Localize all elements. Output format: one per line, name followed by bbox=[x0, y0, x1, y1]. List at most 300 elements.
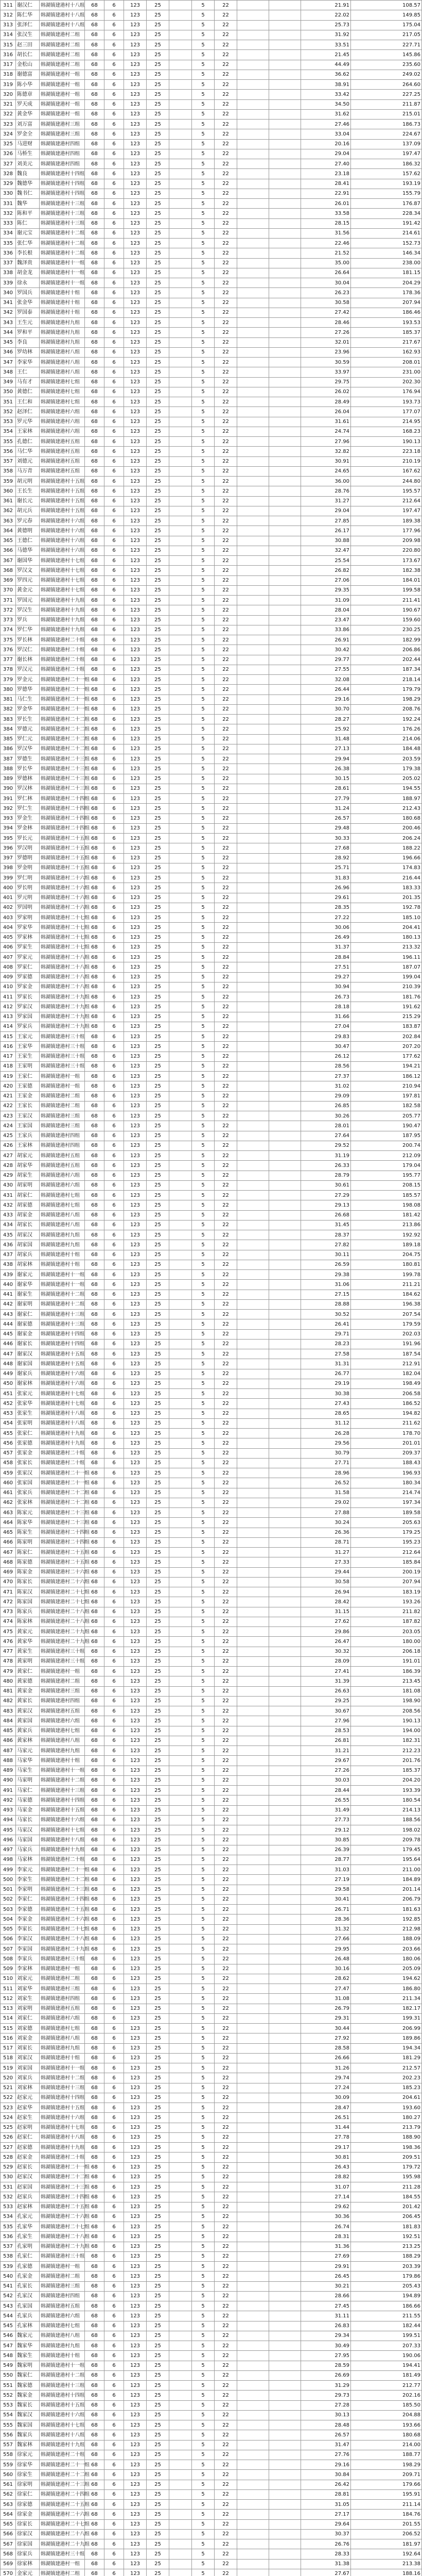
cell bbox=[169, 1, 192, 10]
cell: 6 bbox=[104, 1994, 124, 2004]
cell: 5 bbox=[192, 70, 215, 79]
cell: 6 bbox=[104, 1775, 124, 1785]
amount-cell: 212.64 bbox=[351, 1548, 422, 1557]
village-group: 韩湖镇建港村十三组 bbox=[40, 2083, 85, 2093]
cell: 123 bbox=[124, 2172, 147, 2182]
cell bbox=[169, 2420, 192, 2430]
cell: 25 bbox=[147, 1319, 169, 1329]
cell: 5 bbox=[192, 903, 215, 912]
cell: 22 bbox=[215, 50, 237, 60]
village-group: 韩湖镇建港村十组 bbox=[40, 1756, 85, 1766]
value-cell: 33.58 bbox=[301, 209, 351, 218]
cell bbox=[237, 953, 269, 962]
village-group: 韩湖镇建港村四组 bbox=[40, 149, 85, 159]
cell: 68 bbox=[85, 2370, 104, 2380]
amount-cell: 208.01 bbox=[351, 358, 422, 367]
row-number: 402 bbox=[1, 903, 16, 912]
cell: 6 bbox=[104, 1627, 124, 1637]
cell: 5 bbox=[192, 40, 215, 50]
cell bbox=[169, 2043, 192, 2053]
cell bbox=[237, 1052, 269, 1061]
cell: 68 bbox=[85, 477, 104, 486]
village-group: 韩湖镇建港村二十三组 bbox=[40, 754, 85, 764]
amount-cell: 217.67 bbox=[351, 337, 422, 347]
amount-cell: 186.32 bbox=[351, 159, 422, 169]
amount-cell: 180.68 bbox=[351, 2430, 422, 2440]
row-number: 490 bbox=[1, 1775, 16, 1785]
cell: 123 bbox=[124, 2143, 147, 2153]
person-name: 谢家德 bbox=[16, 1319, 40, 1329]
cell: 5 bbox=[192, 982, 215, 992]
cell: 25 bbox=[147, 774, 169, 784]
row-number: 487 bbox=[1, 1746, 16, 1756]
cell: 123 bbox=[124, 804, 147, 814]
cell bbox=[169, 1121, 192, 1131]
row-number: 466 bbox=[1, 1537, 16, 1547]
amount-cell: 168.23 bbox=[351, 427, 422, 436]
value-cell: 30.52 bbox=[301, 1310, 351, 1319]
person-name: 陈小华 bbox=[16, 80, 40, 90]
cell: 22 bbox=[215, 1647, 237, 1656]
cell bbox=[269, 823, 301, 833]
cell bbox=[269, 139, 301, 149]
cell: 6 bbox=[104, 764, 124, 774]
cell bbox=[269, 159, 301, 169]
amount-cell: 189.58 bbox=[351, 1508, 422, 1518]
cell: 123 bbox=[124, 1012, 147, 1022]
person-name: 马桥生 bbox=[16, 149, 40, 159]
cell: 5 bbox=[192, 2182, 215, 2192]
row-number: 381 bbox=[1, 694, 16, 704]
cell: 6 bbox=[104, 2569, 124, 2576]
table-row bbox=[1, 1230, 422, 1240]
cell: 6 bbox=[104, 893, 124, 903]
row-number: 566 bbox=[1, 2529, 16, 2539]
amount-cell: 187.95 bbox=[351, 1131, 422, 1141]
table-row bbox=[1, 20, 422, 30]
cell: 22 bbox=[215, 1627, 237, 1637]
cell bbox=[269, 1329, 301, 1339]
amount-cell: 167.62 bbox=[351, 466, 422, 476]
cell bbox=[169, 1478, 192, 1488]
amount-cell: 203.39 bbox=[351, 2262, 422, 2272]
value-cell: 31.38 bbox=[301, 2559, 351, 2569]
cell: 68 bbox=[85, 1290, 104, 1299]
cell: 5 bbox=[192, 2212, 215, 2222]
value-cell: 28.96 bbox=[301, 1468, 351, 1478]
value-cell: 29.09 bbox=[301, 1091, 351, 1101]
cell: 68 bbox=[85, 2331, 104, 2341]
row-number: 538 bbox=[1, 2251, 16, 2261]
cell bbox=[237, 1349, 269, 1359]
amount-cell: 184.48 bbox=[351, 744, 422, 754]
cell: 22 bbox=[215, 913, 237, 923]
cell: 123 bbox=[124, 2381, 147, 2391]
person-name: 罗金生 bbox=[16, 814, 40, 823]
table-row bbox=[1, 1984, 422, 1994]
cell: 5 bbox=[192, 1359, 215, 1369]
cell: 25 bbox=[147, 2043, 169, 2053]
cell: 22 bbox=[215, 308, 237, 317]
cell: 25 bbox=[147, 1518, 169, 1528]
amount-cell: 217.05 bbox=[351, 30, 422, 40]
person-name: 赵家仁 bbox=[16, 2132, 40, 2142]
cell: 25 bbox=[147, 298, 169, 308]
row-number: 314 bbox=[1, 30, 16, 40]
table-row bbox=[1, 2192, 422, 2202]
cell: 68 bbox=[85, 159, 104, 169]
cell: 5 bbox=[192, 665, 215, 674]
cell: 123 bbox=[124, 1706, 147, 1716]
cell: 123 bbox=[124, 1845, 147, 1855]
table-row bbox=[1, 2172, 422, 2182]
cell: 123 bbox=[124, 129, 147, 139]
cell: 22 bbox=[215, 2043, 237, 2053]
cell: 68 bbox=[85, 1121, 104, 1131]
cell: 68 bbox=[85, 1587, 104, 1597]
village-group: 韩湖镇建港村十七组 bbox=[40, 575, 85, 585]
cell bbox=[269, 2242, 301, 2251]
cell: 22 bbox=[215, 40, 237, 50]
cell bbox=[269, 1766, 301, 1775]
cell: 25 bbox=[147, 1121, 169, 1131]
amount-cell: 201.55 bbox=[351, 2519, 422, 2529]
table-row bbox=[1, 834, 422, 843]
cell bbox=[269, 447, 301, 456]
value-cell: 27.46 bbox=[301, 120, 351, 129]
table-row bbox=[1, 209, 422, 218]
cell: 5 bbox=[192, 1260, 215, 1269]
person-name: 赵三田 bbox=[16, 40, 40, 50]
cell: 22 bbox=[215, 615, 237, 625]
cell: 123 bbox=[124, 1567, 147, 1577]
village-group: 韩湖镇建港村十九组 bbox=[40, 625, 85, 635]
cell: 25 bbox=[147, 1448, 169, 1458]
row-number: 412 bbox=[1, 1002, 16, 1012]
row-number: 423 bbox=[1, 1111, 16, 1121]
cell: 22 bbox=[215, 1418, 237, 1428]
cell: 22 bbox=[215, 1974, 237, 1984]
cell: 5 bbox=[192, 377, 215, 387]
cell: 123 bbox=[124, 834, 147, 843]
cell: 5 bbox=[192, 2093, 215, 2103]
village-group: 韩湖镇建港村一组 bbox=[40, 90, 85, 99]
cell: 6 bbox=[104, 1885, 124, 1894]
cell: 25 bbox=[147, 1656, 169, 1666]
cell: 22 bbox=[215, 1111, 237, 1121]
table-row bbox=[1, 1468, 422, 1478]
cell: 22 bbox=[215, 397, 237, 407]
row-number: 433 bbox=[1, 1210, 16, 1220]
person-name: 徐永 bbox=[16, 278, 40, 288]
village-group: 韩湖镇建港村十二组 bbox=[40, 248, 85, 258]
cell bbox=[237, 1587, 269, 1597]
cell bbox=[269, 1865, 301, 1875]
amount-cell: 157.62 bbox=[351, 169, 422, 179]
person-name: 徐家林 bbox=[16, 2559, 40, 2569]
cell: 123 bbox=[124, 120, 147, 129]
table-row bbox=[1, 1617, 422, 1626]
cell: 123 bbox=[124, 2222, 147, 2232]
amount-cell: 196.11 bbox=[351, 953, 422, 962]
person-name: 王家林 bbox=[16, 1141, 40, 1150]
table-row bbox=[1, 982, 422, 992]
cell: 5 bbox=[192, 1498, 215, 1507]
person-name: 马家林 bbox=[16, 1855, 40, 1865]
cell: 6 bbox=[104, 843, 124, 853]
cell: 25 bbox=[147, 2510, 169, 2519]
cell bbox=[169, 575, 192, 585]
cell: 22 bbox=[215, 794, 237, 804]
cell bbox=[237, 2470, 269, 2480]
village-group: 韩湖镇建港村十三组 bbox=[40, 199, 85, 209]
amount-cell: 203.66 bbox=[351, 1944, 422, 1954]
cell bbox=[237, 2103, 269, 2113]
value-cell: 28.59 bbox=[301, 2361, 351, 2370]
cell: 25 bbox=[147, 804, 169, 814]
row-number: 464 bbox=[1, 1518, 16, 1528]
cell bbox=[237, 1845, 269, 1855]
person-name: 罗元华 bbox=[16, 417, 40, 427]
cell: 5 bbox=[192, 1101, 215, 1111]
value-cell: 30.81 bbox=[301, 2153, 351, 2162]
table-row bbox=[1, 1736, 422, 1745]
cell: 123 bbox=[124, 70, 147, 79]
cell: 5 bbox=[192, 566, 215, 575]
cell: 22 bbox=[215, 1339, 237, 1349]
cell: 22 bbox=[215, 199, 237, 209]
value-cell: 27.62 bbox=[301, 1617, 351, 1626]
table-row bbox=[1, 2053, 422, 2063]
person-name: 张家华 bbox=[16, 1399, 40, 1409]
cell: 5 bbox=[192, 1964, 215, 1974]
row-number: 416 bbox=[1, 1042, 16, 1052]
cell: 123 bbox=[124, 1984, 147, 1994]
village-group: 韩湖镇建港村十五组 bbox=[40, 1359, 85, 1369]
person-name: 刘家林 bbox=[16, 2083, 40, 2093]
cell bbox=[237, 328, 269, 337]
cell: 6 bbox=[104, 2529, 124, 2539]
cell: 6 bbox=[104, 1944, 124, 1954]
cell: 123 bbox=[124, 992, 147, 1002]
cell: 5 bbox=[192, 1885, 215, 1894]
village-group: 韩湖镇建港村二十组 bbox=[40, 635, 85, 645]
cell: 25 bbox=[147, 2063, 169, 2073]
cell: 22 bbox=[215, 1429, 237, 1438]
row-number: 451 bbox=[1, 1389, 16, 1399]
cell: 22 bbox=[215, 2083, 237, 2093]
village-group: 韩湖镇建港村三十组 bbox=[40, 1061, 85, 1071]
cell: 25 bbox=[147, 1230, 169, 1240]
cell: 22 bbox=[215, 358, 237, 367]
cell bbox=[269, 834, 301, 843]
row-number: 326 bbox=[1, 149, 16, 159]
person-name: 陈家汉 bbox=[16, 1587, 40, 1597]
cell bbox=[169, 2529, 192, 2539]
cell bbox=[169, 2489, 192, 2499]
row-number: 567 bbox=[1, 2539, 16, 2549]
cell: 6 bbox=[104, 2539, 124, 2549]
cell: 22 bbox=[215, 2172, 237, 2182]
cell: 25 bbox=[147, 2370, 169, 2380]
cell bbox=[169, 1597, 192, 1607]
cell bbox=[237, 1429, 269, 1438]
cell: 68 bbox=[85, 1766, 104, 1775]
value-cell: 30.32 bbox=[301, 1647, 351, 1656]
cell bbox=[169, 953, 192, 962]
cell: 68 bbox=[85, 2103, 104, 2113]
cell: 5 bbox=[192, 2103, 215, 2113]
cell: 5 bbox=[192, 1230, 215, 1240]
cell: 25 bbox=[147, 1399, 169, 1409]
cell: 6 bbox=[104, 724, 124, 734]
cell: 22 bbox=[215, 298, 237, 308]
village-group: 韩湖镇建港村四组 bbox=[40, 1696, 85, 1706]
cell: 123 bbox=[124, 1458, 147, 1468]
village-group: 韩湖镇建港村二十二组 bbox=[40, 1498, 85, 1507]
cell: 22 bbox=[215, 1151, 237, 1161]
row-number: 569 bbox=[1, 2559, 16, 2569]
cell: 6 bbox=[104, 1101, 124, 1111]
cell bbox=[269, 2400, 301, 2410]
amount-cell: 181.97 bbox=[351, 2539, 422, 2549]
cell: 68 bbox=[85, 1448, 104, 1458]
person-name: 马仁华 bbox=[16, 447, 40, 456]
table-row bbox=[1, 724, 422, 734]
village-group: 韩湖镇建港村七组 bbox=[40, 397, 85, 407]
cell: 5 bbox=[192, 1587, 215, 1597]
person-name: 马家明 bbox=[16, 1775, 40, 1785]
cell bbox=[237, 1974, 269, 1984]
cell: 22 bbox=[215, 377, 237, 387]
table-row bbox=[1, 1399, 422, 1409]
village-group: 韩湖镇建港村十一组 bbox=[40, 1280, 85, 1290]
cell: 25 bbox=[147, 2500, 169, 2510]
cell bbox=[237, 605, 269, 615]
cell: 22 bbox=[215, 2341, 237, 2351]
value-cell: 26.41 bbox=[301, 1319, 351, 1329]
cell bbox=[269, 1310, 301, 1319]
cell: 123 bbox=[124, 40, 147, 50]
row-number: 432 bbox=[1, 1200, 16, 1210]
person-name: 罗国泰 bbox=[16, 308, 40, 317]
cell: 68 bbox=[85, 1319, 104, 1329]
person-name: 徐家长 bbox=[16, 2519, 40, 2529]
village-group: 韩湖镇建港村十七组 bbox=[40, 1399, 85, 1409]
cell: 68 bbox=[85, 2559, 104, 2569]
cell: 123 bbox=[124, 814, 147, 823]
person-name: 李家华 bbox=[16, 358, 40, 367]
amount-cell: 183.87 bbox=[351, 1022, 422, 1031]
row-number: 351 bbox=[1, 397, 16, 407]
cell: 22 bbox=[215, 1191, 237, 1200]
cell bbox=[237, 2083, 269, 2093]
village-group: 韩湖镇建港村二十九组 bbox=[40, 2539, 85, 2549]
cell bbox=[169, 2162, 192, 2172]
village-group: 韩湖镇建港村五组 bbox=[40, 1151, 85, 1161]
cell: 22 bbox=[215, 566, 237, 575]
cell bbox=[269, 1458, 301, 1468]
cell: 6 bbox=[104, 1458, 124, 1468]
amount-cell: 214.00 bbox=[351, 2440, 422, 2450]
amount-cell: 184.76 bbox=[351, 2510, 422, 2519]
cell: 6 bbox=[104, 1607, 124, 1617]
cell bbox=[237, 883, 269, 893]
cell bbox=[269, 2341, 301, 2351]
row-number: 335 bbox=[1, 239, 16, 248]
amount-cell: 181.08 bbox=[351, 1686, 422, 1696]
cell bbox=[269, 1597, 301, 1607]
value-cell: 33.42 bbox=[301, 90, 351, 99]
cell: 22 bbox=[215, 337, 237, 347]
table-row bbox=[1, 496, 422, 506]
person-name: 李良 bbox=[16, 337, 40, 347]
table-row bbox=[1, 1964, 422, 1974]
cell: 5 bbox=[192, 1290, 215, 1299]
cell bbox=[169, 566, 192, 575]
value-cell: 26.17 bbox=[301, 526, 351, 536]
cell: 123 bbox=[124, 1964, 147, 1974]
cell bbox=[237, 397, 269, 407]
cell: 5 bbox=[192, 1389, 215, 1399]
cell bbox=[169, 1270, 192, 1280]
row-number: 394 bbox=[1, 823, 16, 833]
value-cell: 29.12 bbox=[301, 1825, 351, 1835]
cell bbox=[169, 1438, 192, 1448]
cell bbox=[269, 784, 301, 793]
cell: 6 bbox=[104, 2311, 124, 2321]
row-number: 322 bbox=[1, 109, 16, 119]
value-cell: 28.01 bbox=[301, 1121, 351, 1131]
table-row bbox=[1, 1905, 422, 1914]
person-name: 马有才 bbox=[16, 377, 40, 387]
cell: 68 bbox=[85, 2321, 104, 2331]
amount-cell: 212.57 bbox=[351, 2063, 422, 2073]
cell: 123 bbox=[124, 933, 147, 942]
person-name: 李家德 bbox=[16, 1905, 40, 1914]
cell: 123 bbox=[124, 1924, 147, 1934]
row-number: 436 bbox=[1, 1240, 16, 1250]
cell: 68 bbox=[85, 1686, 104, 1696]
cell bbox=[237, 427, 269, 436]
cell bbox=[237, 665, 269, 674]
person-name: 张家生 bbox=[16, 1409, 40, 1418]
value-cell: 27.64 bbox=[301, 1131, 351, 1141]
cell: 5 bbox=[192, 2113, 215, 2123]
cell bbox=[269, 962, 301, 972]
person-name: 罗国元 bbox=[16, 596, 40, 605]
cell: 25 bbox=[147, 268, 169, 278]
cell: 68 bbox=[85, 1310, 104, 1319]
cell: 6 bbox=[104, 466, 124, 476]
cell: 68 bbox=[85, 2232, 104, 2242]
village-group: 韩湖镇建港村十三组 bbox=[40, 1319, 85, 1329]
table-row bbox=[1, 387, 422, 397]
cell: 68 bbox=[85, 1557, 104, 1567]
value-cell: 29.19 bbox=[301, 1379, 351, 1388]
cell: 68 bbox=[85, 1022, 104, 1031]
row-number: 330 bbox=[1, 189, 16, 198]
row-number: 544 bbox=[1, 2311, 16, 2321]
amount-cell: 215.01 bbox=[351, 109, 422, 119]
amount-cell: 184.62 bbox=[351, 1290, 422, 1299]
cell bbox=[169, 2440, 192, 2450]
cell: 5 bbox=[192, 536, 215, 546]
person-name: 魏家德 bbox=[16, 2381, 40, 2391]
cell bbox=[237, 1310, 269, 1319]
cell: 22 bbox=[215, 169, 237, 179]
village-group: 韩湖镇建港村十三组 bbox=[40, 2381, 85, 2391]
